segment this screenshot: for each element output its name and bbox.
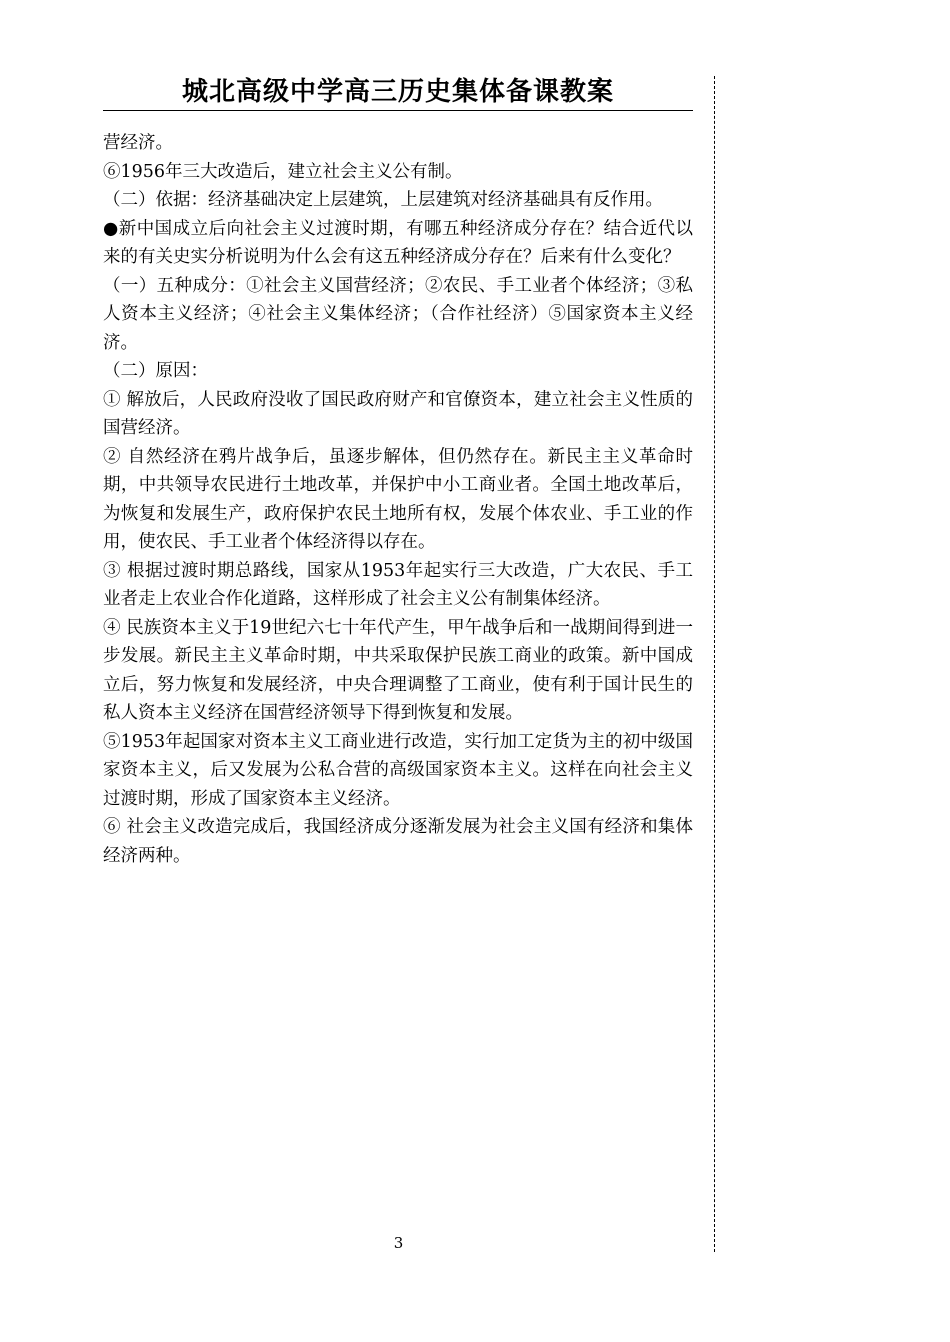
page-title: 城北高级中学高三历史集体备课教案 xyxy=(181,77,614,107)
paragraph: ② 自然经济在鸦片战争后，虽逐步解体，但仍然存在。新民主主义革命时期，中共领导农民进行土地改革，并保护中小工商业者。全国土地改革后，为恢复和发展生产，政府保护农民土地所有权，发展个体农业、手工业的作用，使农民、手工业者个体经济得以存在。 xyxy=(103,446,693,552)
page-header xyxy=(103,74,693,111)
paragraph: （二）依据：经济基础决定上层建筑，上层建筑对经济基础具有反作用。 xyxy=(103,190,663,210)
paragraph: ⑤1953年起国家对资本主义工商业进行改造，实行加工定货为主的初中级国家资本主义，后又发展为公私合营的高级国家资本主义。这样在向社会主义过渡时期，形成了国家资本主义经济。 xyxy=(103,731,693,809)
question-paragraph: ●新中国成立后向社会主义过渡时期，有哪五种经济成分存在？结合近代以来的有关史实分析说明为什么会有这五种经济成分存在？后来有什么变化？ xyxy=(103,218,693,267)
section-heading: （二）原因： xyxy=(103,361,208,381)
paragraph: ④ 民族资本主义于19世纪六七十年代产生，甲午战争后和一战期间得到进一步发展。新民主主义革命时期，中共采取保护民族工商业的政策。新中国成立后，努力恢复和发展经济，中央合理调整了工商业，使有利于国计民生的私人资本主义经济在国营经济领导下得到恢复和发展。 xyxy=(103,617,693,723)
paragraph: （一）五种成分：①社会主义国营经济；②农民、手工业者个体经济；③私人资本主义经济；④社会主义集体经济；（合作社经济）⑤国家资本主义经济。 xyxy=(103,275,693,353)
page-number: 3 xyxy=(393,1234,404,1252)
paragraph: ③ 根据过渡时期总路线，国家从1953年起实行三大改造，广大农民、手工业者走上农业合作化道路，这样形成了社会主义公有制集体经济。 xyxy=(103,560,693,609)
paragraph: ⑥ 社会主义改造完成后，我国经济成分逐渐发展为社会主义国有经济和集体经济两种。 xyxy=(103,817,693,866)
binding-dashed-line xyxy=(714,76,715,1252)
document-body xyxy=(103,129,693,870)
paragraph: ① 解放后，人民政府没收了国民政府财产和官僚资本，建立社会主义性质的国营经济。 xyxy=(103,389,693,438)
paragraph: 营经济。 xyxy=(103,133,173,153)
paragraph: ⑥1956年三大改造后，建立社会主义公有制。 xyxy=(103,161,463,182)
